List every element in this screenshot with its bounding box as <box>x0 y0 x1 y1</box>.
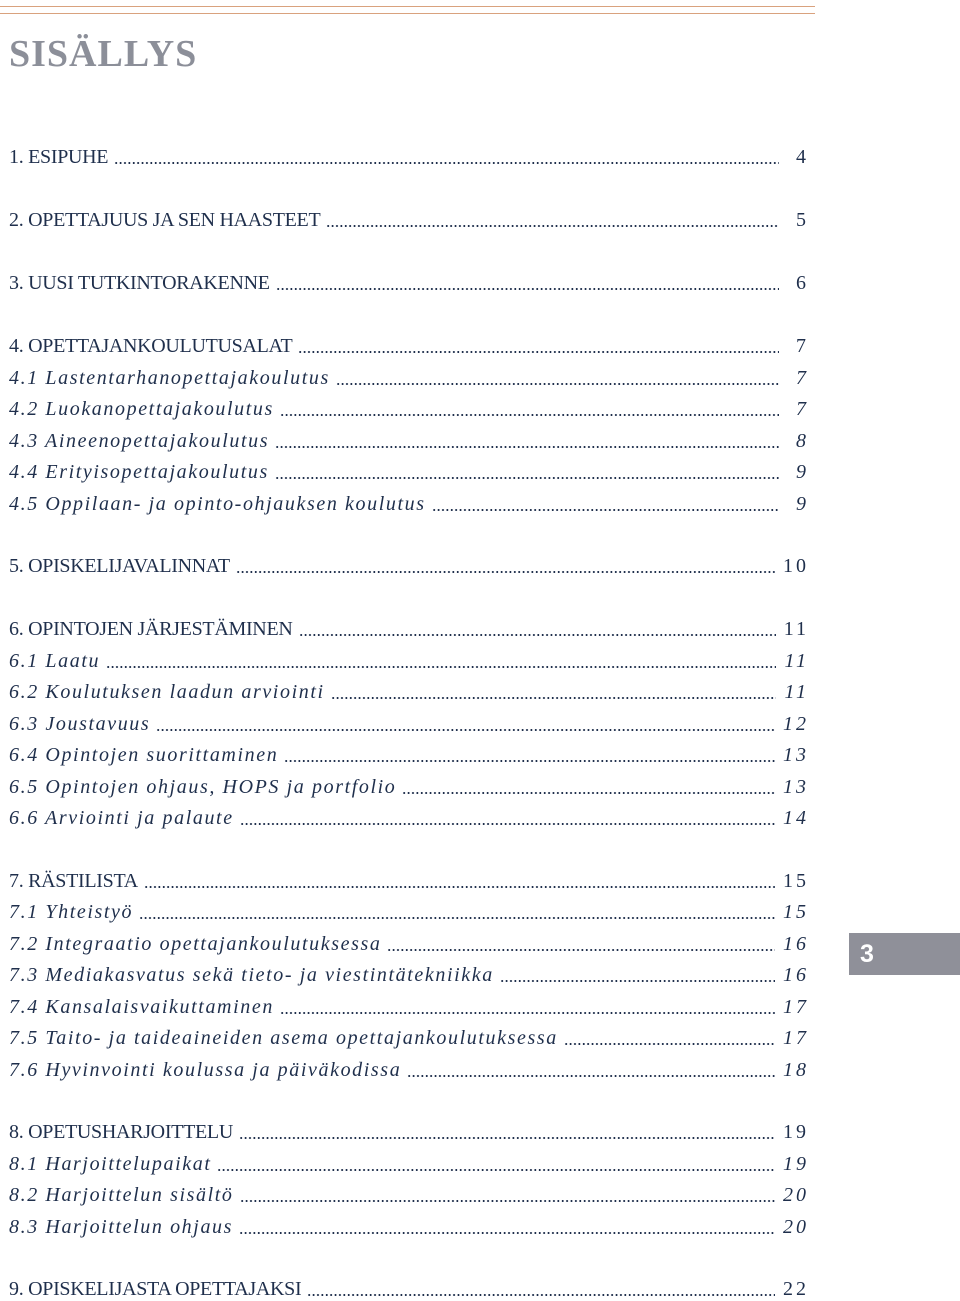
toc-entry-label: 3. UUSI TUTKINTORAKENNE <box>9 272 270 294</box>
dot-leader <box>114 162 779 164</box>
toc-entry[interactable] <box>9 550 809 578</box>
dot-leader <box>336 383 779 385</box>
toc-entry-label: 6.6 Arviointi ja palaute <box>9 807 234 829</box>
toc-entry-label: 7.2 Integraatio opettajankoulutuksessa <box>9 933 382 955</box>
toc-entry-page-number: 16 <box>783 964 809 986</box>
dot-leader <box>239 1232 775 1234</box>
dot-leader <box>276 288 779 290</box>
toc-entry[interactable] <box>9 1179 809 1207</box>
toc-entry[interactable] <box>9 267 809 295</box>
toc-entry-page-number: 19 <box>783 1153 809 1175</box>
toc-entry[interactable] <box>9 802 809 830</box>
toc-entry-label: 6.4 Opintojen suorittaminen <box>9 744 279 766</box>
toc-entry-page-number: 20 <box>783 1216 809 1238</box>
toc-entry-page-number: 13 <box>783 776 809 798</box>
dot-leader <box>217 1169 775 1171</box>
dot-leader <box>275 477 779 479</box>
toc-entry-page-number: 15 <box>783 870 809 892</box>
toc-entry-page-number: 7 <box>796 335 809 357</box>
dot-leader <box>500 980 775 982</box>
toc-entry[interactable] <box>9 141 809 169</box>
toc-entry-page-number: 7 <box>796 398 809 420</box>
toc-entry[interactable] <box>9 456 809 484</box>
toc-entry-label: 7.4 Kansalaisvaikuttaminen <box>9 996 274 1018</box>
toc-entry-label: 8. OPETUSHARJOITTELU <box>9 1121 233 1143</box>
dot-leader <box>299 634 776 636</box>
toc-entry-page-number: 4 <box>796 146 809 168</box>
toc-entry-page-number: 10 <box>783 555 809 577</box>
dot-leader <box>326 225 779 227</box>
dot-leader <box>407 1075 775 1077</box>
dot-leader <box>331 697 777 699</box>
toc-entry-page-number: 18 <box>783 1059 809 1081</box>
toc-entry-label: 6.1 Laatu <box>9 650 101 672</box>
toc-entry[interactable] <box>9 488 809 516</box>
toc-entry-page-number: 9 <box>796 493 809 515</box>
toc-entry-label: 4.5 Oppilaan- ja opinto-ohjauksen koulutus <box>9 493 426 515</box>
toc-entry-page-number: 22 <box>783 1278 809 1300</box>
dot-leader <box>307 1294 775 1296</box>
toc-entry-page-number: 11 <box>783 618 809 640</box>
toc-entry-page-number: 16 <box>783 933 809 955</box>
dot-leader <box>402 792 775 794</box>
toc-entry[interactable] <box>9 1148 809 1176</box>
header-rule-top <box>0 6 815 7</box>
toc-entry-label: 8.3 Harjoittelun ohjaus <box>9 1216 234 1238</box>
toc-entry-page-number: 7 <box>796 367 809 389</box>
toc-entry-page-number: 5 <box>796 209 809 231</box>
page-title: SISÄLLYS <box>9 33 198 75</box>
dot-leader <box>239 1137 775 1139</box>
toc-entry[interactable] <box>9 1116 809 1144</box>
toc-entry[interactable] <box>9 393 809 421</box>
toc-entry[interactable] <box>9 1022 809 1050</box>
toc-entry[interactable] <box>9 362 809 390</box>
toc-entry-label: 7.3 Mediakasvatus sekä tieto- ja viestintätekniikka <box>9 964 494 986</box>
dot-leader <box>564 1043 775 1045</box>
toc-entry[interactable] <box>9 865 809 893</box>
toc-entry-label: 4.3 Aineenopettajakoulutus <box>9 430 270 452</box>
dot-leader <box>275 446 779 448</box>
toc-entry-page-number: 14 <box>783 807 809 829</box>
toc-entry-label: 6.5 Opintojen ohjaus, HOPS ja portfolio <box>9 776 397 798</box>
toc-entry[interactable] <box>9 613 809 641</box>
toc-entry[interactable] <box>9 1054 809 1082</box>
toc-entry-label: 8.1 Harjoittelupaikat <box>9 1153 212 1175</box>
toc-entry[interactable] <box>9 1211 809 1239</box>
toc-entry-label: 4.2 Luokanopettajakoulutus <box>9 398 274 420</box>
toc-entry[interactable] <box>9 676 809 704</box>
toc-entry-page-number: 8 <box>796 430 809 452</box>
toc-entry-page-number: 17 <box>783 1027 809 1049</box>
toc-entry-page-number: 11 <box>784 681 809 703</box>
dot-leader <box>432 509 779 511</box>
toc-entry-label: 7. RÄSTILISTA <box>9 870 138 892</box>
toc-entry[interactable] <box>9 1273 809 1301</box>
toc-entry-page-number: 15 <box>783 901 809 923</box>
toc-entry-label: 5. OPISKELIJAVALINNAT <box>9 555 230 577</box>
dot-leader <box>298 351 779 353</box>
dot-leader <box>280 414 779 416</box>
toc-entry-label: 6. OPINTOJEN JÄRJESTÄMINEN <box>9 618 293 640</box>
toc-entry-label: 6.3 Joustavuus <box>9 713 151 735</box>
toc-entry-page-number: 17 <box>783 996 809 1018</box>
toc-entry[interactable] <box>9 330 809 358</box>
dot-leader <box>240 1200 775 1202</box>
dot-leader <box>106 666 776 668</box>
header-rule-bottom <box>0 13 815 14</box>
toc-entry-label: 1. ESIPUHE <box>9 146 109 168</box>
toc-entry-label: 9. OPISKELIJASTA OPETTAJAKSI <box>9 1278 302 1300</box>
toc-entry-label: 7.5 Taito- ja taideaineiden asema opettajankoulutuksessa <box>9 1027 558 1049</box>
toc-entry-label: 4.1 Lastentarhanopettajakoulutus <box>9 367 330 389</box>
dot-leader <box>156 729 775 731</box>
dot-leader <box>144 886 775 888</box>
toc-entry-label: 2. OPETTAJUUS JA SEN HAASTEET <box>9 209 321 231</box>
toc-entry-label: 7.1 Yhteistyö <box>9 901 134 923</box>
toc-entry-page-number: 9 <box>796 461 809 483</box>
toc-entry-page-number: 13 <box>783 744 809 766</box>
toc-entry[interactable] <box>9 739 809 767</box>
toc-entry-label: 4.4 Erityisopettajakoulutus <box>9 461 269 483</box>
toc-entry[interactable] <box>9 425 809 453</box>
toc-entry[interactable] <box>9 928 809 956</box>
toc-entry[interactable] <box>9 645 809 673</box>
toc-entry-page-number: 20 <box>783 1184 809 1206</box>
toc-entry[interactable] <box>9 771 809 799</box>
toc-entry[interactable] <box>9 708 809 736</box>
toc-entry-page-number: 6 <box>796 272 809 294</box>
dot-leader <box>284 760 775 762</box>
toc-entry-label: 7.6 Hyvinvointi koulussa ja päiväkodissa <box>9 1059 402 1081</box>
dot-leader <box>387 949 775 951</box>
toc-entry[interactable] <box>9 896 809 924</box>
toc-entry-page-number: 12 <box>783 713 809 735</box>
dot-leader <box>139 917 775 919</box>
dot-leader <box>236 571 775 573</box>
dot-leader <box>240 823 775 825</box>
toc-entry-label: 8.2 Harjoittelun sisältö <box>9 1184 234 1206</box>
toc-entry-label: 6.2 Koulutuksen laadun arviointi <box>9 681 325 703</box>
toc-entry-label: 4. OPETTAJANKOULUTUSALAT <box>9 335 293 357</box>
toc-entry[interactable] <box>9 959 809 987</box>
toc-entry-page-number: 11 <box>784 650 809 672</box>
toc-entry[interactable] <box>9 204 809 232</box>
toc-entry-page-number: 19 <box>783 1121 809 1143</box>
toc-entry[interactable] <box>9 991 809 1019</box>
page-number-tab: 3 <box>849 933 960 975</box>
dot-leader <box>280 1012 775 1014</box>
